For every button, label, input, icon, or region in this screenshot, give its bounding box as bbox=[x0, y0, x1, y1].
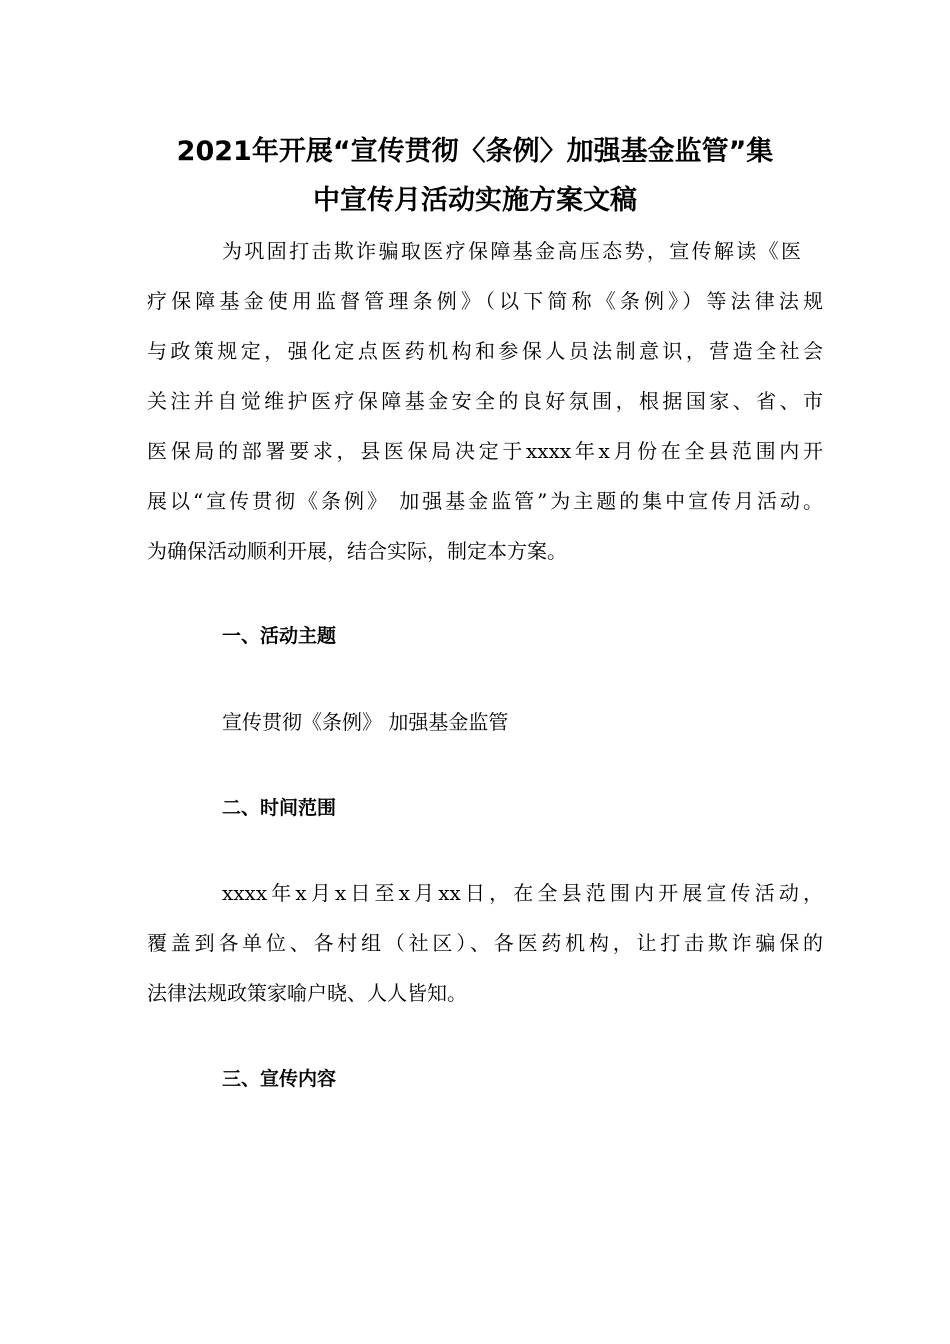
intro-paragraph-line: 疗保障基金使用监督管理条例》（以下简称《条例》）等法律法规 bbox=[147, 289, 823, 313]
intro-paragraph-line: 展以“宣传贯彻《条例》 加强基金监管”为主题的集中宣传月活动。 bbox=[147, 489, 823, 513]
document-title-line-1: 2021年开展“宣传贯彻〈条例〉加强基金监管”集 bbox=[176, 136, 774, 167]
section-heading-theme: 一、活动主题 bbox=[222, 625, 337, 647]
section-theme-body: 宣传贯彻《条例》 加强基金监管 bbox=[222, 710, 509, 734]
section-heading-content: 三、宣传内容 bbox=[222, 1068, 337, 1090]
intro-paragraph-line: 为确保活动顺利开展，结合实际，制定本方案。 bbox=[147, 539, 567, 563]
time-range-paragraph-line: 覆盖到各单位、各村组（社区）、各医药机构，让打击欺诈骗保的 bbox=[147, 931, 823, 955]
section-heading-time-range: 二、时间范围 bbox=[222, 797, 337, 819]
time-range-paragraph-line: xxxx年x月x日至x月xx日，在全县范围内开展宣传活动， bbox=[222, 881, 823, 905]
time-range-paragraph-line: 法律法规政策家喻户晓、人人皆知。 bbox=[147, 981, 467, 1005]
intro-paragraph-line: 关注并自觉维护医疗保障基金安全的良好氛围，根据国家、省、市 bbox=[147, 389, 823, 413]
intro-paragraph-line: 为巩固打击欺诈骗取医疗保障基金高压态势，宣传解读《医 bbox=[222, 239, 801, 263]
intro-paragraph-line: 与政策规定，强化定点医药机构和参保人员法制意识，营造全社会 bbox=[147, 339, 823, 363]
document-title-line-2: 中宣传月活动实施方案文稿 bbox=[313, 185, 637, 216]
intro-paragraph-line: 医保局的部署要求，县医保局决定于xxxx年x月份在全县范围内开 bbox=[147, 439, 823, 463]
